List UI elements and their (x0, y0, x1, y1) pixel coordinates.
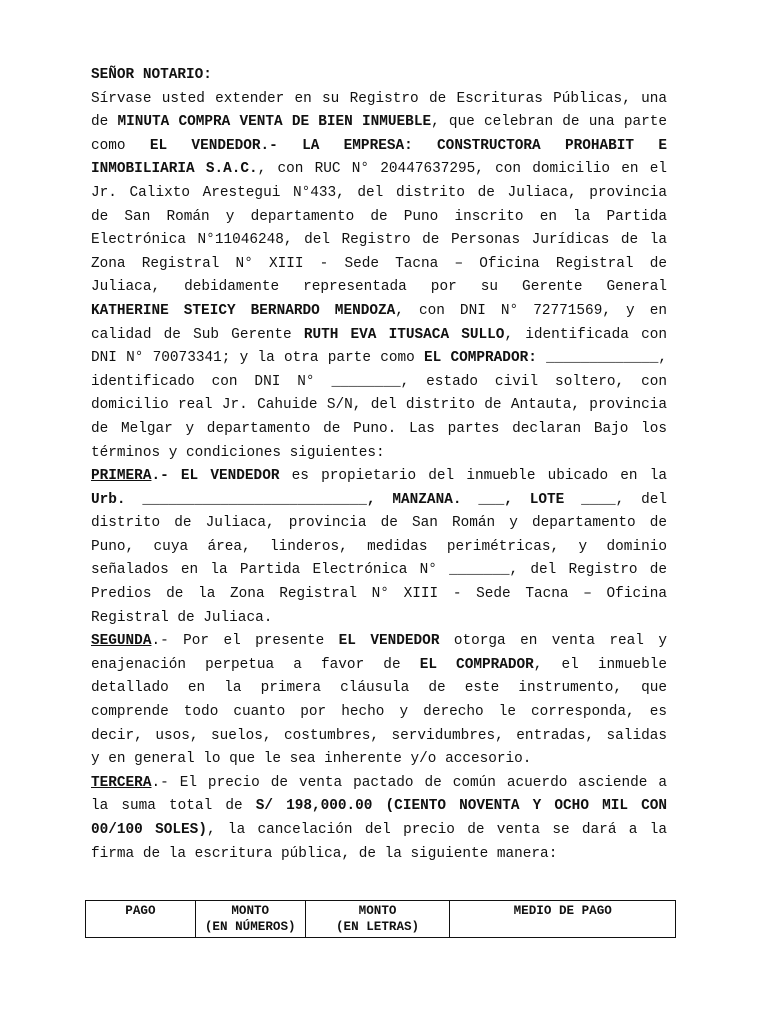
clause-line: Urb. __________________________, MANZANA. ___, LOTE ____, del (91, 491, 667, 508)
clause-heading: SEGUNDA (91, 633, 152, 650)
intro-line: Zona Registral N° XIII - Sede Tacna – Oficina Registral de (91, 255, 667, 272)
salutation: SEÑOR NOTARIO: (91, 67, 212, 83)
intro-line: Electrónica N°11046248, del Registro de Personas Jurídicas de la (91, 232, 667, 249)
clause-segunda (91, 630, 667, 772)
payment-table (85, 900, 676, 938)
header-cell-monto-letras: MONTO (EN LETRAS) (305, 901, 450, 938)
intro-line: Sírvase usted extender en su Registro de Escrituras Públicas, una (91, 90, 667, 107)
clause-line: la suma total de S/ 198,000.00 (CIENTO NOVENTA Y OCHO MIL CON (91, 798, 667, 815)
clause-line: comprende todo cuanto por hecho y derecho le corresponda, es (91, 704, 667, 721)
header-cell-pago: PAGO (86, 901, 196, 938)
clause-line: distrito de Juliaca, provincia de San Román y departamento de (91, 515, 667, 532)
intro-line: términos y condiciones siguientes: (91, 444, 385, 461)
document-body (91, 64, 667, 866)
clause-line: detallado en la primera cláusula de este instrumento, que (91, 680, 667, 697)
intro-line: de MINUTA COMPRA VENTA DE BIEN INMUEBLE, que celebran de una parte (91, 114, 667, 131)
intro-line: INMOBILIARIA S.A.C., con RUC N° 20447637295, con domicilio en el (91, 161, 667, 178)
clause-heading: TERCERA (91, 774, 152, 791)
intro-line: Juliaca, debidamente representada por su Gerente General (91, 279, 667, 296)
clause-line: PRIMERA.- EL VENDEDOR es propietario del inmueble ubicado en la (91, 468, 667, 485)
clause-line: enajenación perpetua a favor de EL COMPRADOR, el inmueble (91, 656, 667, 673)
intro-line: Jr. Calixto Arestegui N°433, del distrito de Juliaca, provincia (91, 184, 667, 201)
clause-line: Puno, cuya área, linderos, medidas perimétricas, y dominio (91, 538, 667, 555)
clause-line: TERCERA.- El precio de venta pactado de común acuerdo asciende a (91, 774, 667, 791)
intro-line: identificado con DNI N° ________, estado civil soltero, con (91, 373, 667, 390)
intro-line: calidad de Sub Gerente RUTH EVA ITUSACA SULLO, identificada con (91, 326, 667, 343)
clause-tercera (91, 772, 667, 866)
intro-line: KATHERINE STEICY BERNARDO MENDOZA, con DNI N° 72771569, y en (91, 302, 667, 319)
intro-paragraph (91, 88, 667, 466)
intro-line: domicilio real Jr. Cahuide S/N, del distrito de Antauta, provincia (91, 397, 667, 414)
clause-line: SEGUNDA.- Por el presente EL VENDEDOR otorga en venta real y (91, 633, 667, 650)
intro-line: como EL VENDEDOR.- LA EMPRESA: CONSTRUCTORA PROHABIT E (91, 137, 668, 154)
intro-line: DNI N° 70073341; y la otra parte como EL COMPRADOR: _____________, (91, 350, 667, 367)
clause-heading: PRIMERA (91, 468, 152, 485)
intro-line: de San Román y departamento de Puno inscrito en la Partida (91, 208, 667, 225)
intro-line: de Melgar y departamento de Puno. Las partes declaran Bajo los (91, 420, 667, 437)
clause-line: y en general lo que le sea inherente y/o accesorio. (91, 751, 532, 768)
clause-line: señalados en la Partida Electrónica N° _______, del Registro de (91, 562, 667, 579)
clause-line: 00/100 SOLES), la cancelación del precio de venta se dará a la (91, 822, 668, 838)
clause-line: Registral de Juliaca. (91, 609, 273, 626)
header-cell-monto-numeros: MONTO (EN NÚMEROS) (195, 901, 305, 938)
clause-line: Predios de la Zona Registral N° XIII - Sede Tacna – Oficina (91, 586, 667, 603)
clause-line: decir, usos, suelos, costumbres, servidumbres, entradas, salidas (91, 727, 667, 744)
clause-line: firma de la escritura pública, de la siguiente manera: (91, 845, 558, 862)
clause-primera (91, 465, 667, 630)
header-cell-medio-pago: MEDIO DE PAGO (450, 901, 676, 938)
table-header-row (86, 901, 676, 938)
